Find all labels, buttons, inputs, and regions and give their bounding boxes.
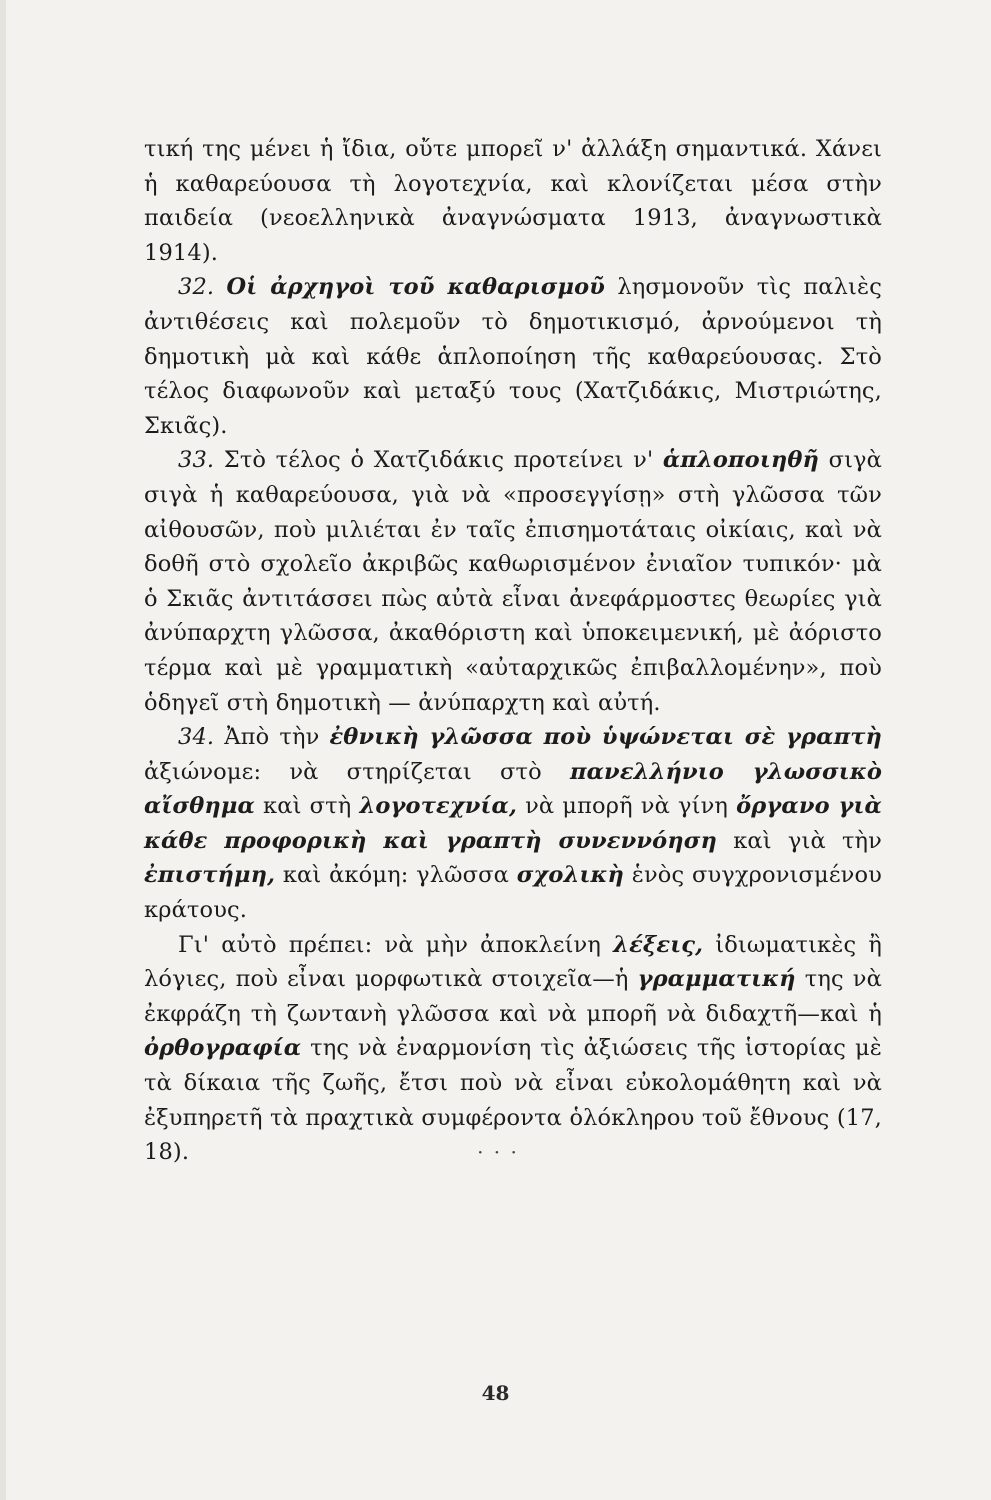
section-34-paragraph (144, 720, 882, 928)
section-32-emphasis-1: Οἱ ἀρχηγοὶ τοῦ καθαρισμοῦ (226, 274, 606, 301)
body-text (144, 132, 882, 1170)
opening-text: τική της μένει ἡ ἴδια, οὔτε μπορεῖ ν' ἀλλάξη σημαντικά. Χάνει ἡ καθαρεύουσα τὴ λογοτεχνία, καὶ κλονίζεται μέσα στὴν παιδεία (νεοελληνικὰ ἀναγνώσματα 1913, ἀναγνωστικὰ 1914). (144, 136, 882, 266)
section-33-emphasis-1: ἁπλοποιηθῆ (662, 447, 820, 474)
closing-emphasis-1: λέξεις, (613, 931, 704, 958)
closing-emphasis-3: ὀρθογραφία (144, 1035, 302, 1062)
section-34-emphasis-3: λογοτεχνία, (359, 793, 518, 820)
section-33-paragraph (144, 443, 882, 720)
section-34-text-5: καὶ γιὰ τὴν (717, 827, 883, 854)
section-33-text-1: Στὸ τέλος ὁ Χατζιδάκις προτείνει ν' (214, 447, 663, 474)
section-32-number: 32. (178, 274, 215, 301)
section-34-text-3: καὶ στὴ (255, 793, 360, 820)
section-34-text-6: καὶ ἀκόμη: γλῶσσα (275, 862, 517, 889)
section-33-number: 33. (178, 447, 215, 474)
section-32-paragraph (144, 270, 882, 443)
section-34-text-7: ἑνὸς συγχρονισμένου κράτους. (144, 862, 882, 924)
closing-text-3: της νὰ ἐκφράζη τὴ ζωντανὴ γλῶσσα καὶ νὰ μπορῆ νὰ διδαχτῆ—καὶ ἡ (144, 966, 882, 1027)
section-34-text-1: Ἀπὸ τὴν (214, 724, 330, 751)
section-34-emphasis-4: ὄργανο γιὰ κάθε προφορικὴ καὶ γραπτὴ συνεννόηση (144, 793, 883, 854)
section-separator: · · · (477, 1140, 519, 1164)
closing-paragraph (144, 928, 882, 1170)
closing-text-1: Γι' αὐτὸ πρέπει: νὰ μὴν ἀποκλείνη (178, 931, 614, 958)
section-34-number: 34. (178, 724, 215, 751)
page-number: 48 (481, 1381, 510, 1405)
closing-emphasis-2: γραμματική (637, 966, 796, 993)
section-34-emphasis-1: ἐθνικὴ γλῶσσα ποὺ ὑψώνεται σὲ γραπτὴ (329, 724, 882, 751)
opening-paragraph (144, 132, 882, 270)
section-33-text-2: σιγὰ σιγὰ ἡ καθαρεύουσα, γιὰ νὰ «προσεγγίσῃ» στὴ γλῶσσα τῶν αἰθουσῶν, ποὺ μιλιέται ἐν ταῖς ἐπισημοτάταις οἰκίαις, καὶ νὰ δοθῆ στὸ σχολεῖο ἀκριβῶς καθωρισμένον ἐνιαῖον τυπικόν· μὰ ὁ Σκιᾶς ἀντιτάσσει πὼς αὐτὰ εἶναι ἀνεφάρμοστες θεωρίες γιὰ ἀνύπαρχτη γλῶσσα, ἀκαθόριστη καὶ ὑποκειμενική, μὲ ἀόριστο τέρμα καὶ μὲ γραμματικὴ «αὐταρχικῶς ἐπιβαλλομένην», ποὺ ὁδηγεῖ στὴ δημοτικὴ — ἀνύπαρχτη καὶ αὐτή. (144, 447, 882, 716)
closing-text-4: της νὰ ἐναρμονίση τὶς ἀξιώσεις τῆς ἱστορίας μὲ τὰ δίκαια τῆς ζωῆς, ἔτσι ποὺ νὰ εἶναι εὐκολομάθητη καὶ νὰ ἐξυπηρετῆ τὰ πραχτικὰ συμφέροντα ὁλόκληρου τοῦ ἔθνους (17, 18). (144, 1035, 882, 1166)
closing-text-2: ἰδιωματικὲς ἢ λόγιες, ποὺ εἶναι μορφωτικὰ στοιχεῖα—ἡ (144, 931, 883, 993)
section-32-text-1: λησμονοῦν τὶς παλιὲς ἀντιθέσεις καὶ πολεμοῦν τὸ δημοτικισμό, ἀρνούμενοι τὴ δημοτικὴ μὰ καὶ κάθε ἁπλοποίηση τῆς καθαρεύουσας. Στὸ τέλος διαφωνοῦν καὶ μεταξύ τους (Χατζιδάκις, Μιστριώτης, Σκιᾶς). (144, 274, 882, 439)
section-34-text-4: νὰ μπορῆ νὰ γίνη (517, 793, 737, 820)
section-34-emphasis-5: ἐπιστήμη, (144, 862, 276, 889)
section-34-text-2: ἀξιώνομε: νὰ στηρίζεται στὸ (144, 758, 570, 785)
section-34-emphasis-2: πανελλήνιο γλωσσικὸ αἴσθημα (144, 758, 882, 820)
section-34-emphasis-6: σχολικὴ (516, 862, 625, 889)
